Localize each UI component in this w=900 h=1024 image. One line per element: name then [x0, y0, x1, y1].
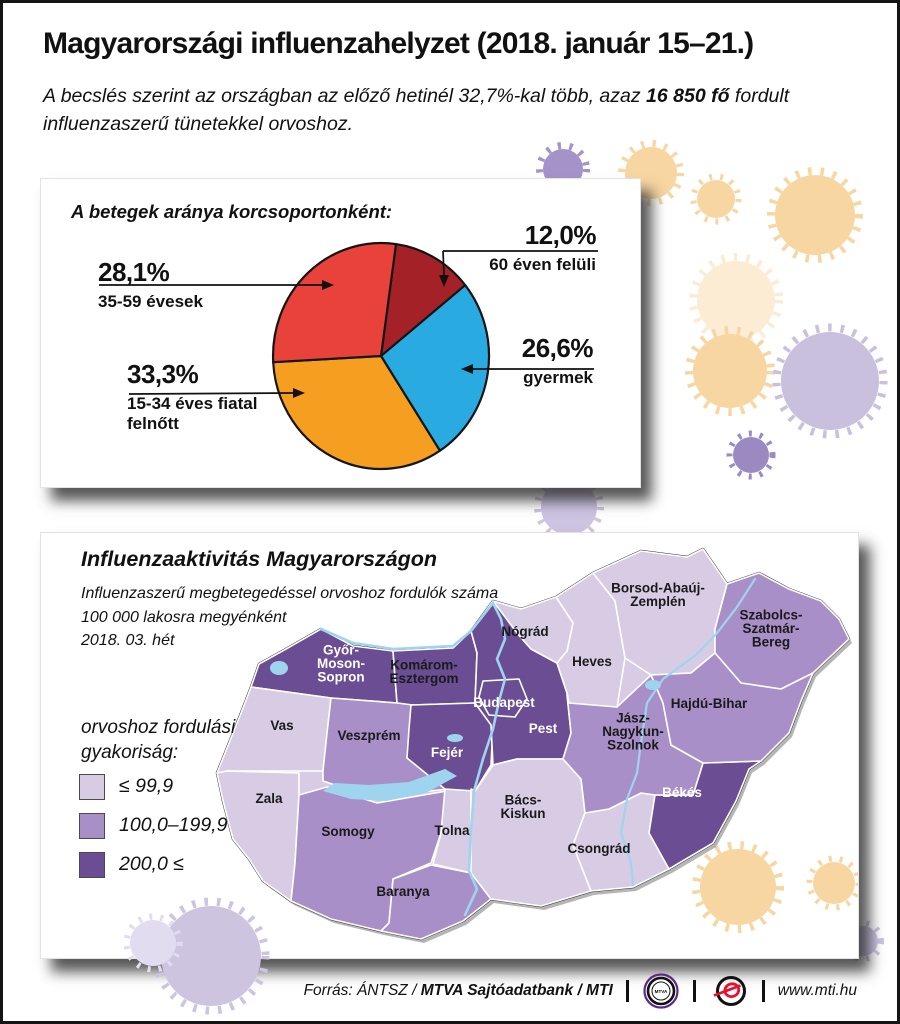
legend-label: 200,0 ≤	[119, 853, 184, 875]
county-label-nograd: Nógrád	[501, 624, 549, 639]
source-credit	[304, 982, 613, 1000]
legend-title-line: orvoshoz fordulási	[81, 717, 236, 738]
intro-text	[43, 82, 871, 138]
legend-title-line: gyakoriság:	[81, 742, 179, 763]
legend-row-high	[79, 851, 227, 878]
county-label-budapest: Budapest	[473, 695, 535, 710]
map-subtitle	[81, 582, 498, 653]
county-label-somogy: Somogy	[321, 824, 375, 839]
callout-label: gyermek	[523, 368, 593, 387]
legend-swatch-high	[79, 852, 105, 878]
map-subtitle-line: 100 000 lakosra megyénként	[81, 608, 287, 626]
virus-blob	[694, 177, 739, 222]
source-prefix: Forrás: ÁNTSZ /	[303, 982, 421, 999]
footer	[304, 972, 857, 1010]
callout-value: 26,6%	[521, 333, 593, 363]
footer-separator	[693, 980, 696, 1002]
pie-callout-line-60plus-v	[443, 251, 444, 275]
website-link[interactable]: www.mti.hu	[777, 982, 857, 999]
page-title: Magyarországi influenzahelyzet (2018. január 15–21.)	[43, 27, 754, 60]
source-bold: MTVA Sajtóadatbank	[420, 982, 574, 999]
callout-label: 60 éven felüli	[489, 255, 596, 274]
callout-60-even-feluli	[489, 222, 596, 275]
intro-prefix: A becslés szerint az országban az előző hetinél 32,7%-kal több, azaz	[43, 85, 647, 107]
county-label-zala: Zala	[255, 791, 283, 806]
callout-15-34	[127, 361, 257, 434]
callout-value: 28,1%	[98, 257, 170, 287]
legend-row-low	[79, 773, 227, 800]
virus-blob	[777, 328, 884, 435]
pie-callout-arrowhead	[461, 364, 473, 374]
county-label-vas: Vas	[270, 718, 294, 733]
pie-chart-title: A betegek aránya korcsoportonként:	[71, 201, 393, 222]
legend-swatch-mid	[79, 813, 105, 839]
lake-velence	[447, 734, 463, 742]
callout-label: 15-34 éves fiatal	[127, 394, 258, 413]
mti-logo-icon	[709, 973, 749, 1009]
virus-blob	[730, 434, 773, 477]
source-suffix: / MTI	[573, 982, 613, 999]
pie-callout-arrowhead	[322, 280, 334, 290]
lake-ferto	[270, 661, 288, 675]
pie-callout-arrowhead	[439, 275, 449, 287]
footer-separator	[762, 980, 765, 1002]
county-label-veszprem: Veszprém	[337, 728, 401, 743]
virus-blob	[693, 257, 779, 343]
callout-value: 33,3%	[127, 359, 199, 389]
county-label-pest: Pest	[528, 721, 558, 736]
legend-label: 100,0–199,9	[119, 814, 228, 836]
map-title: Influenzaaktivitás Magyarországon	[81, 547, 438, 571]
callout-value: 12,0%	[524, 220, 596, 250]
callout-label: 35-59 évesek	[98, 292, 203, 311]
county-label-borsod: Borsod-Abaúj-Zemplén	[611, 580, 705, 609]
map-subtitle-line: 2018. 03. hét	[81, 632, 175, 649]
influenza-activity-panel	[40, 532, 859, 959]
county-label-baranya: Baranya	[376, 884, 430, 899]
lake-tisza	[645, 680, 661, 690]
footer-separator	[626, 980, 629, 1002]
pie-callout-arrowhead	[293, 388, 305, 398]
legend-title	[81, 715, 235, 765]
county-label-heves: Heves	[572, 654, 612, 669]
county-label-tolna: Tolna	[434, 823, 470, 838]
county-label-gyms: Győr-Moson-Sopron	[317, 642, 365, 685]
map-subtitle-line: Influenzaszerű megbetegedéssel orvoshoz fordulók száma	[81, 585, 499, 602]
county-label-bekes: Békés	[662, 785, 702, 800]
legend-label: ≤ 99,9	[119, 775, 174, 797]
county-label-hajdu: Hajdú-Bihar	[670, 696, 748, 711]
legend-swatch-low	[79, 774, 105, 800]
callout-label: felnőtt	[127, 414, 179, 433]
intro-highlight: 16 850 fő	[646, 85, 730, 107]
mtva-logo-text: MTVA	[654, 988, 668, 994]
county-label-ke: Komárom-Esztergom	[389, 657, 459, 686]
mtva-logo-icon	[642, 972, 680, 1010]
county-label-szabolcs: Szabolcs-Szatmár-Bereg	[739, 607, 803, 650]
county-label-bacs: Bács-Kiskun	[500, 792, 546, 821]
intro-suffix: fordult influenzaszerű tünetekkel orvoshoz.	[43, 85, 790, 135]
virus-blob	[771, 171, 859, 259]
virus-blob	[689, 330, 771, 412]
county-bacs-kiskun	[471, 759, 591, 906]
callout-gyermek	[522, 335, 593, 388]
county-label-jnsz: Jász-Nagykun-Szolnok	[602, 710, 664, 753]
legend-row-mid	[79, 812, 227, 839]
callout-35-59	[98, 259, 203, 312]
age-distribution-panel	[40, 178, 641, 488]
county-label-fejer: Fejér	[430, 745, 464, 760]
map-legend	[79, 773, 227, 890]
county-label-csongrad: Csongrád	[567, 841, 631, 856]
